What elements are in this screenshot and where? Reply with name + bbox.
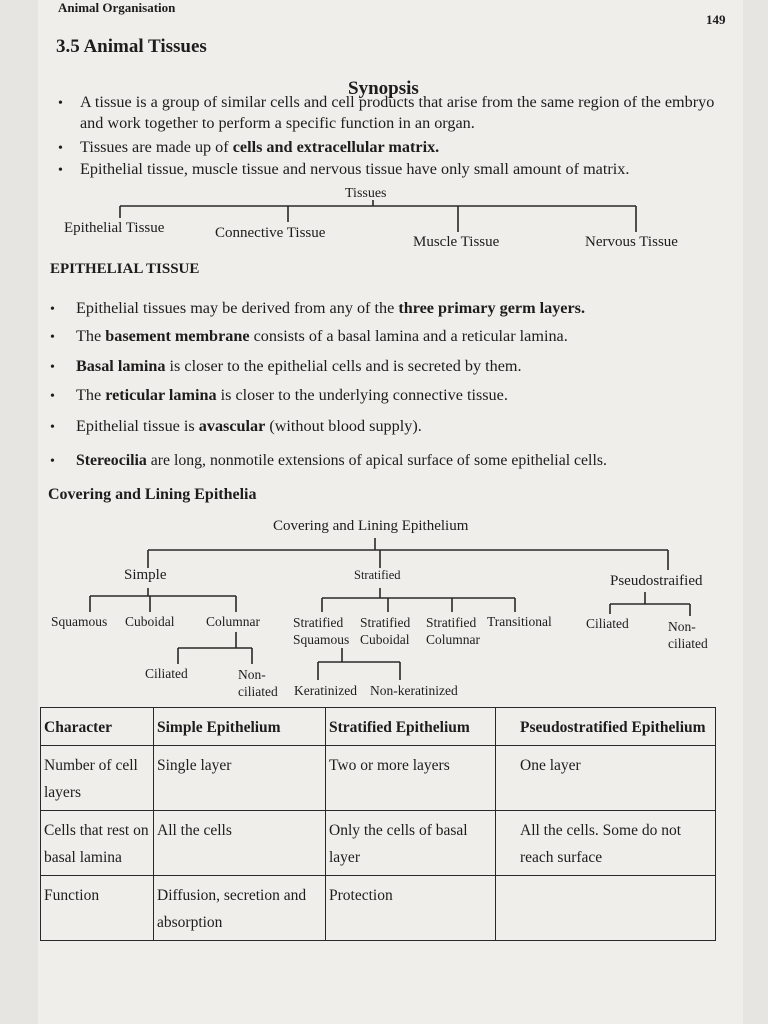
stratified-label: Stratified (354, 568, 401, 582)
columnar-child-ciliated: Ciliated (145, 666, 188, 681)
tissues-root-label: Tissues (345, 186, 387, 201)
table-cell: Function (41, 876, 154, 941)
section-title: 3.5 Animal Tissues (56, 36, 207, 57)
table-cell (496, 876, 716, 941)
table-cell: Protection (326, 876, 496, 941)
bullet-bold-text: cells and extracellular matrix. (232, 138, 440, 156)
pseudostratified-label: Pseudostraified (610, 573, 703, 589)
squamous-child-non-keratinized: Non-keratinized (370, 683, 458, 698)
bullet-text: Tissues are made up of (80, 138, 233, 156)
bullet-text: Epithelial tissue, muscle tissue and nervous tissue have only small amount of matrix. (80, 160, 630, 178)
epithelial-bullet-6 (76, 450, 607, 471)
bullet-bold-text: three primary germ layers. (398, 299, 585, 317)
table-cell: All the cells (154, 811, 326, 876)
simple-child-squamous: Squamous (51, 614, 108, 629)
bullet-text: Epithelial tissue is (76, 417, 199, 435)
table-header-cell: Character (41, 708, 154, 746)
epithelial-bullet-1 (76, 298, 585, 319)
bullet-bold-text: Stereocilia (76, 452, 147, 469)
covering-heading: Covering and Lining Epithelia (48, 486, 257, 503)
stratified-child-transitional: Transitional (487, 614, 552, 629)
simple-child-columnar: Columnar (206, 614, 260, 629)
table-cell: Number of cell layers (41, 746, 154, 811)
stratified-child-squamous: Stratified Squamous (293, 615, 350, 647)
bullet-text: are long, nonmotile extensions of apical surface of some epithelial cells. (146, 452, 607, 469)
comparison-table (40, 707, 716, 941)
bullet-text: consists of a basal lamina and a reticular lamina. (249, 327, 568, 345)
table-cell: Two or more layers (326, 746, 496, 811)
bullet-dot: • (58, 141, 63, 156)
epithelial-heading: EPITHELIAL TISSUE (50, 261, 200, 277)
table-row (41, 811, 716, 876)
table-cell: Cells that rest on basal lamina (41, 811, 154, 876)
bullet-dot: • (50, 454, 55, 469)
bullet-text: Epithelial tissues may be derived from any of the (76, 299, 399, 317)
table-cell: All the cells. Some do not reach surface (496, 811, 716, 876)
squamous-child-keratinized: Keratinized (294, 683, 357, 698)
table-row (41, 746, 716, 811)
bullet-text: is closer to the underlying connective tissue. (216, 386, 508, 404)
simple-child-cuboidal: Cuboidal (125, 614, 175, 629)
bullet-dot: • (58, 96, 63, 111)
epithelial-bullet-5 (76, 416, 422, 437)
running-header: Animal Organisation (58, 0, 176, 15)
covering-root-label: Covering and Lining Epithelium (273, 518, 469, 534)
epithelial-bullet-4 (76, 385, 508, 406)
bullet-dot: • (50, 360, 55, 375)
table-cell: Diffusion, secretion and absorption (154, 876, 326, 941)
bullet-bold-text: Basal lamina (76, 357, 166, 375)
pseudo-child-non-ciliated: Non-ciliated (668, 619, 708, 651)
bullet-dot: • (50, 389, 55, 404)
bullet-text: The (76, 386, 106, 404)
table-cell: Only the cells of basal layer (326, 811, 496, 876)
simple-label: Simple (124, 567, 167, 583)
epithelial-bullet-3 (76, 356, 522, 377)
bullet-text: The (76, 327, 106, 345)
tissues-child-connective: Connective Tissue (215, 225, 326, 241)
tissues-child-muscle: Muscle Tissue (413, 234, 500, 250)
epithelial-bullet-2 (76, 326, 568, 347)
tissues-child-nervous: Nervous Tissue (585, 234, 678, 250)
bullet-bold-text: basement membrane (105, 327, 250, 345)
page-number: 149 (706, 12, 726, 27)
bullet-text: A tissue is a group of similar cells and cell products that arise from the same region of the embryo and work together to perform a specific function in an organ. (80, 93, 715, 132)
bullet-dot: • (50, 302, 55, 317)
bullet-dot: • (50, 420, 55, 435)
bullet-dot: • (58, 163, 63, 178)
table-cell: Single layer (154, 746, 326, 811)
table-cell: One layer (496, 746, 716, 811)
table-header-cell: Stratified Epithelium (326, 708, 496, 746)
pseudo-child-ciliated: Ciliated (586, 616, 629, 631)
table-row (41, 876, 716, 941)
bullet-text: is closer to the epithelial cells and is secreted by them. (165, 357, 522, 375)
columnar-child-non-ciliated: Non-ciliated (238, 667, 278, 699)
bullet-text: (without blood supply). (265, 417, 422, 435)
table-header-cell: Pseudostratified Epithelium (496, 708, 716, 746)
bullet-bold-text: reticular lamina (105, 386, 217, 404)
table-header-row (41, 708, 716, 746)
table-header-cell: Simple Epithelium (154, 708, 326, 746)
tissues-child-epithelial: Epithelial Tissue (64, 220, 165, 236)
bullet-dot: • (50, 330, 55, 345)
stratified-child-cuboidal: Stratified Cuboidal (360, 615, 411, 647)
stratified-child-columnar: Stratified Columnar (426, 615, 480, 647)
bullet-bold-text: avascular (198, 417, 266, 435)
synopsis-title: Synopsis (348, 78, 419, 99)
